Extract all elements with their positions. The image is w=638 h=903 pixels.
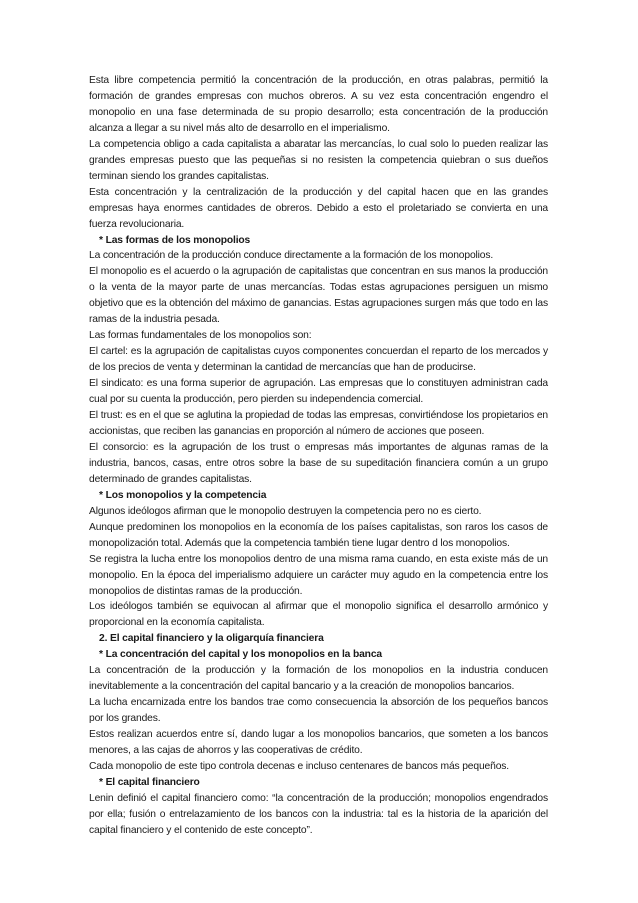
paragraph: Cada monopolio de este tipo controla decenas e incluso centenares de bancos más pequeños. bbox=[89, 760, 509, 772]
paragraph: Esta libre competencia permitió la concentración de la producción, en otras palabras, permitió la formación de grandes empresas con muchos obreros. A su vez esta concentración engendro el monopolio en una fase determinada de su propio desarrollo; esta concentración de la producción alcanza a llegar a su nivel más alto de desarrollo en el imperialismo. bbox=[89, 75, 548, 134]
paragraph: La concentración de la producción y la formación de los monopolios en la industria conducen inevitablemente a la concentración del capital bancario y a la creación de monopolios bancarios. bbox=[89, 665, 548, 693]
paragraph: El cartel: es la agrupación de capitalistas cuyos componentes concuerdan el reparto de los mercados y de los precios de venta y determinan la cantidad de mercancías que han de producirse. bbox=[89, 346, 548, 374]
paragraph: Aunque predominen los monopolios en la economía de los países capitalistas, son raros los casos de monopolización total. Además que la competencia también tiene lugar dentro d los monopolios. bbox=[89, 521, 548, 549]
paragraph: La competencia obligo a cada capitalista a abaratar las mercancías, lo cual solo lo pueden realizar las grandes empresas puesto que las pequeñas si no resisten la competencia quiebran o sus dueños terminan siendo los grandes capitalistas. bbox=[89, 138, 548, 182]
paragraph: Esta concentración y la centralización de la producción y del capital hacen que en las grandes empresas haya enormes cantidades de obreros. Debido a esto el proletariado se convierta en una fuerza revolucionaria. bbox=[89, 186, 548, 230]
paragraph: Se registra la lucha entre los monopolios dentro de una misma rama cuando, en esta existe más de un monopolio. En la época del imperialismo adquiere un carácter muy agudo en la competencia entre los monopolios de distintas ramas de la producción. bbox=[89, 553, 548, 597]
document-page bbox=[89, 73, 548, 839]
paragraph: La lucha encarnizada entre los bandos trae como consecuencia la absorción de los pequeños bancos por los grandes. bbox=[89, 697, 548, 725]
section-heading: * Las formas de los monopolios bbox=[99, 234, 251, 246]
paragraph: El consorcio: es la agrupación de los trust o empresas más importantes de algunas ramas de la industria, bancos, casas, entre otros sobre la base de su supeditación financiera común a un grupo determinado de grandes capitalistas. bbox=[89, 441, 548, 485]
paragraph: Estos realizan acuerdos entre sí, dando lugar a los monopolios bancarios, que someten a los bancos menores, a las cajas de ahorros y las cooperativas de crédito. bbox=[89, 729, 548, 757]
section-heading: * Los monopolios y la competencia bbox=[99, 489, 267, 501]
paragraph: El trust: es en el que se aglutina la propiedad de todas las empresas, convirtiéndose los propietarios en accionistas, que reciben las ganancias en proporción al número de acciones que poseen. bbox=[89, 410, 548, 437]
paragraph: La concentración de la producción conduce directamente a la formación de los monopolios. bbox=[89, 250, 494, 262]
paragraph: Los ideólogos también se equivocan al afirmar que el monopolio significa el desarrollo armónico y proporcional en la economía capitalista. bbox=[89, 601, 548, 629]
paragraph: El monopolio es el acuerdo o la agrupación de capitalistas que concentran en sus manos la producción o la venta de la mayor parte de unas mercancías. Todas estas agrupaciones persiguen un mismo objetivo que es la obtención del máximo de ganancias. Estas agrupaciones surgen más que todo en las ramas de la industria pesada. bbox=[89, 266, 548, 326]
section-heading: * El capital financiero bbox=[99, 776, 200, 788]
paragraph: Algunos ideólogos afirman que le monopolio destruyen la competencia pero no es cierto. bbox=[89, 505, 482, 517]
section-heading: * La concentración del capital y los monopolios en la banca bbox=[99, 649, 382, 661]
section-heading: 2. El capital financiero y la oligarquía financiera bbox=[99, 633, 324, 645]
paragraph: Lenin definió el capital financiero como: “la concentración de la producción; monopolios engendrados por ella; fusión o entrelazamiento de los bancos con la industria: tal es la historia de la aparición del capital financiero y el contenido de este concepto”. bbox=[89, 792, 548, 836]
paragraph: Las formas fundamentales de los monopolios son: bbox=[89, 330, 312, 342]
paragraph: El sindicato: es una forma superior de agrupación. Las empresas que lo constituyen administran cada cual por su cuenta la producción, pero pierden su independencia comercial. bbox=[89, 378, 548, 406]
